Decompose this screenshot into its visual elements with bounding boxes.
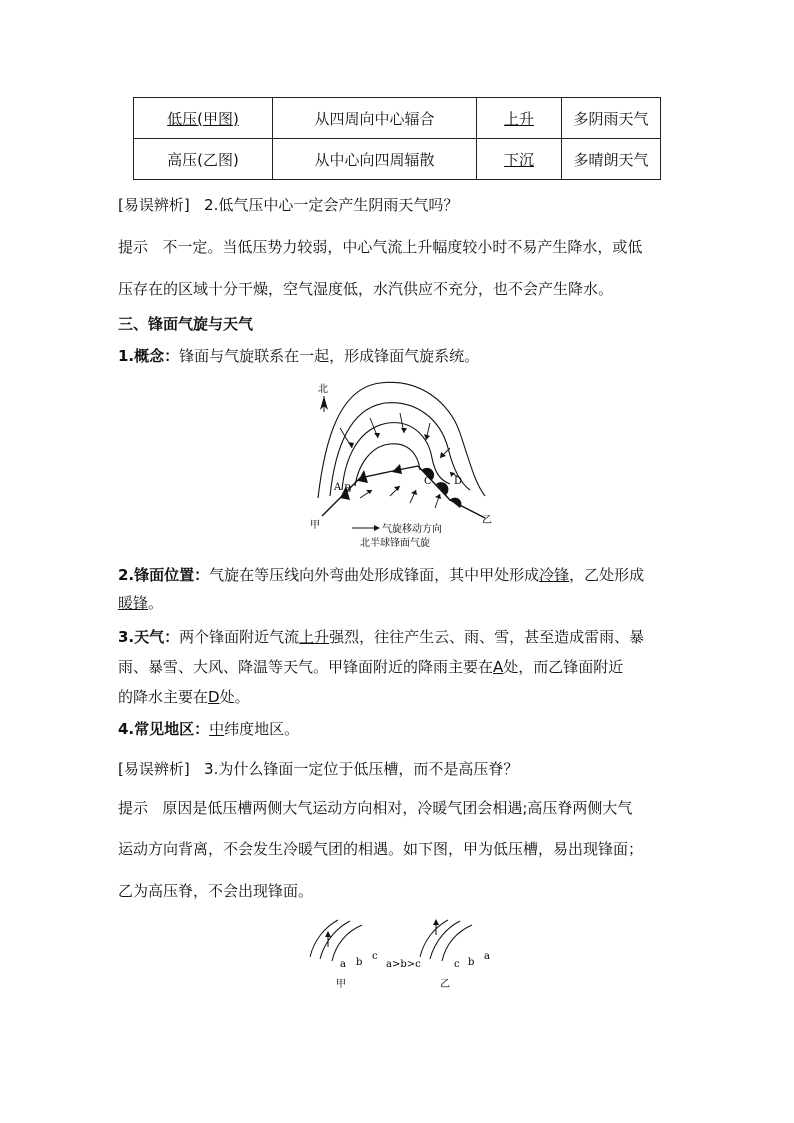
point3-line2 bbox=[118, 656, 623, 677]
ridge-name: 乙 bbox=[440, 979, 450, 990]
ridge-label-a: a bbox=[484, 951, 490, 962]
q2-question: 2.低气压中心一定会产生阴雨天气吗？ bbox=[204, 196, 459, 214]
wind-arrowhead bbox=[435, 494, 441, 499]
concept-text: 锋面与气旋联系在一起，形成锋面气旋系统。 bbox=[179, 347, 480, 365]
point3-label: 3.天气： bbox=[118, 628, 180, 646]
isobar-trough-a bbox=[310, 920, 338, 957]
wind-arrowhead bbox=[401, 428, 407, 433]
table-cell: 从中心向四周辐散 bbox=[314, 150, 435, 169]
q3-tag: [易误辨析] bbox=[118, 760, 190, 778]
pressure-relation: a>b>c bbox=[386, 959, 421, 970]
concept-line bbox=[118, 345, 479, 366]
q3-answer-line1 bbox=[118, 797, 632, 818]
wind-arrowhead bbox=[374, 433, 380, 438]
isobar-ridge-a bbox=[420, 920, 448, 957]
left-region-label: 甲 bbox=[310, 520, 320, 531]
point-d-label: D bbox=[454, 476, 463, 487]
point2-blank1: 冷锋 bbox=[539, 566, 570, 584]
frontal-cyclone-figure bbox=[300, 378, 500, 550]
q3-question-line bbox=[118, 758, 518, 779]
q3-answer-text1: 原因是低压槽两侧大气运动方向相对，冷暖气团会相遇;高压脊两侧大气 bbox=[162, 799, 633, 817]
section-heading: 三、锋面气旋与天气 bbox=[118, 315, 254, 333]
q2-hint-label: 提示 bbox=[118, 238, 149, 256]
table-cell: 多阴雨天气 bbox=[573, 109, 649, 128]
q3-answer-line3: 乙为高压脊，不会出现锋面。 bbox=[118, 882, 314, 900]
trough-label-c: c bbox=[372, 951, 378, 962]
right-region-label: 乙 bbox=[482, 515, 492, 526]
point2-text-b: ，乙处形成 bbox=[569, 566, 645, 584]
q2-answer-line1 bbox=[118, 236, 642, 257]
point3-text-b: 强烈，往往产生云、雨、雪，甚至造成雷雨、暴 bbox=[329, 628, 645, 646]
north-label: 北 bbox=[318, 384, 328, 395]
q2-tag: [易误辨析] bbox=[118, 196, 190, 214]
point2-label: 2.锋面位置： bbox=[118, 566, 210, 584]
table-cell: 高压(乙图) bbox=[167, 150, 239, 169]
table-row bbox=[134, 98, 661, 139]
table-cell: 上升 bbox=[503, 109, 534, 128]
table-cell: 从四周向中心辐合 bbox=[314, 109, 435, 128]
warm-front-semicircle bbox=[436, 482, 448, 495]
point3-text-d: 处，而乙锋面附近 bbox=[503, 658, 624, 676]
north-arrow-icon bbox=[320, 396, 328, 412]
q2-answer-text1: 不一定。当低压势力较弱，中心气流上升幅度较小时不易产生降水，或低 bbox=[162, 238, 643, 256]
isobar-ridge-b bbox=[430, 921, 460, 959]
wind-arrowhead bbox=[394, 486, 400, 491]
point3-text-c: 雨、暴雪、大风、降温等天气。甲锋面附近的降雨主要在 bbox=[118, 658, 494, 676]
point3-line3 bbox=[118, 686, 250, 707]
q2-question-line bbox=[118, 194, 458, 215]
warm-front-semicircle bbox=[450, 498, 461, 508]
point3-blank1: 上升 bbox=[299, 628, 330, 646]
legend-text: 气旋移动方向 bbox=[382, 524, 442, 535]
legend-arrowhead-icon bbox=[374, 525, 380, 531]
wind-arrows bbox=[340, 413, 463, 508]
figure-caption: 北半球锋面气旋 bbox=[360, 538, 430, 549]
trough-label-a: a bbox=[340, 959, 346, 970]
q3-answer-line2: 运动方向背离，不会发生冷暖气团的相遇。如下图，甲为低压槽，易出现锋面； bbox=[118, 840, 644, 858]
trough-name: 甲 bbox=[336, 979, 346, 990]
point3-blank3: D bbox=[208, 688, 220, 706]
point4-label: 4.常见地区： bbox=[118, 720, 210, 738]
table-cell: 下沉 bbox=[503, 150, 534, 169]
q3-question: 3.为什么锋面一定位于低压槽，而不是高压脊？ bbox=[204, 760, 519, 778]
trough-label-b: b bbox=[356, 957, 363, 968]
ridge-label-c: c bbox=[454, 959, 460, 970]
isobar-trough-b bbox=[320, 921, 350, 959]
cold-front-triangle bbox=[392, 464, 402, 474]
ridge-label-b: b bbox=[468, 957, 475, 968]
point2-blank2: 暖锋 bbox=[118, 594, 149, 612]
concept-label: 1.概念： bbox=[118, 347, 180, 365]
point4-line bbox=[118, 718, 299, 739]
ridge-arrowhead-icon bbox=[433, 919, 439, 925]
point2-line1 bbox=[118, 564, 644, 585]
point2-text-a: 气旋在等压线向外弯曲处形成锋面，其中甲处形成 bbox=[209, 566, 540, 584]
point3-text-f: 处。 bbox=[219, 688, 250, 706]
point4-blank: 中 bbox=[209, 720, 225, 738]
point-a-label: A bbox=[334, 482, 342, 493]
trough-arrowhead-icon bbox=[325, 931, 331, 937]
point2-end: 。 bbox=[148, 594, 164, 612]
q2-answer-line2: 压存在的区域十分干燥，空气湿度低，水汽供应不充分，也不会产生降水。 bbox=[118, 280, 614, 298]
pressure-table bbox=[133, 97, 661, 180]
point3-text-e: 的降水主要在 bbox=[118, 688, 209, 706]
trough-ridge-figure bbox=[300, 915, 500, 990]
table-row bbox=[134, 139, 661, 180]
point2-line2 bbox=[118, 592, 163, 613]
point4-text: 纬度地区。 bbox=[224, 720, 300, 738]
table-cell: 多晴朗天气 bbox=[573, 150, 649, 169]
point-b-label: B bbox=[344, 484, 352, 495]
point-c-label: C bbox=[424, 476, 432, 487]
point3-blank2: A bbox=[493, 658, 504, 676]
q3-hint-label: 提示 bbox=[118, 799, 149, 817]
point3-text-a: 两个锋面附近气流 bbox=[179, 628, 300, 646]
point3-line1 bbox=[118, 626, 644, 647]
table-cell: 低压(甲图) bbox=[167, 109, 239, 128]
